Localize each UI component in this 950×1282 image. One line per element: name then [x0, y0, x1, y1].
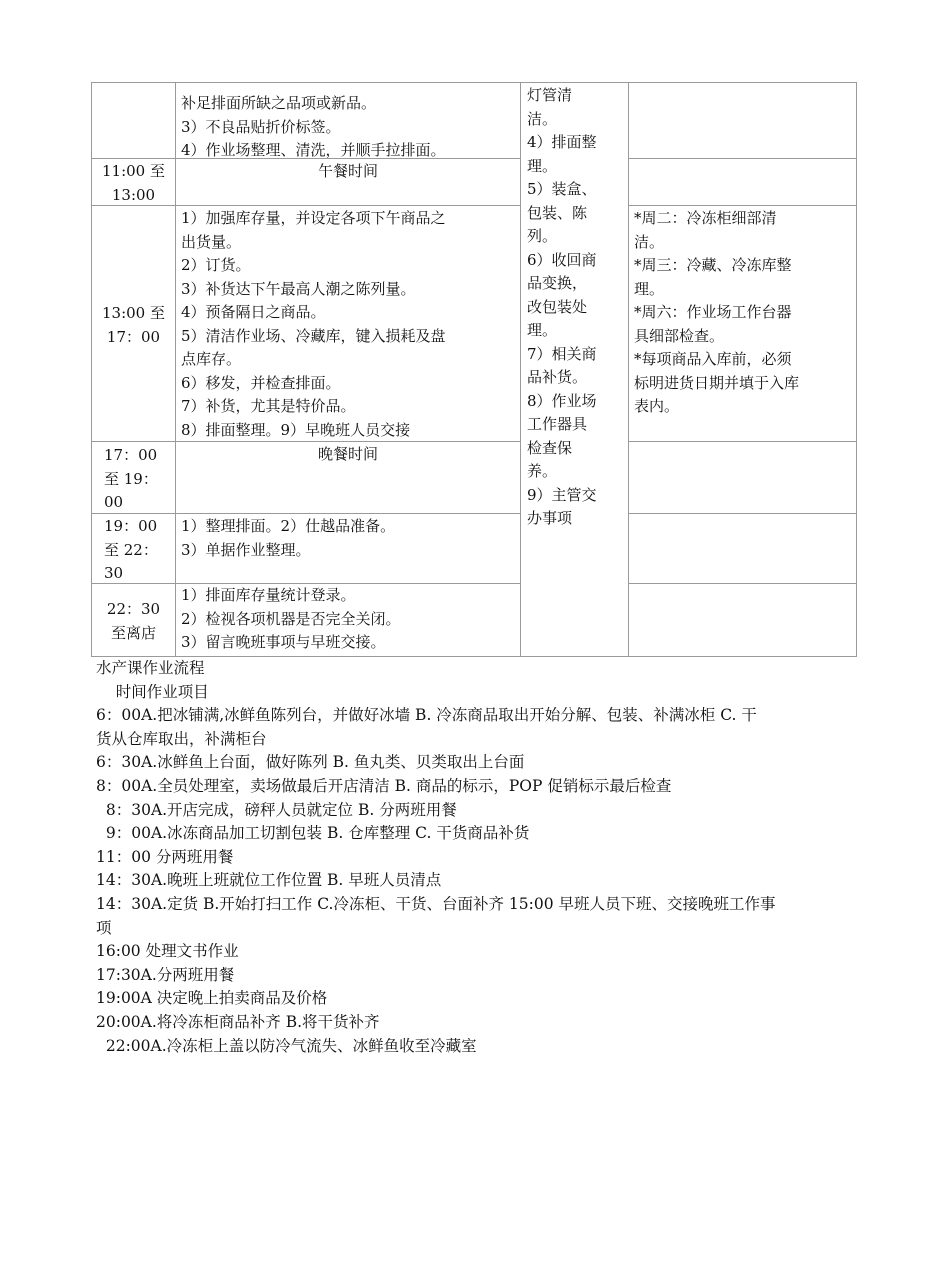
time-line: 13:00 至	[102, 304, 165, 322]
table-border	[628, 513, 857, 514]
item-line: 1）整理排面。2）仕越品准备。	[181, 517, 396, 535]
table-border	[91, 82, 857, 83]
item-line: 8）排面整理。9）早晚班人员交接	[181, 420, 411, 439]
item-line: 6）移发，并检查排面。	[181, 373, 341, 392]
time-line: 13:00	[111, 185, 156, 204]
items-cell	[181, 584, 517, 655]
time-line: 22：30	[106, 600, 161, 618]
item-line: 3）补货达下午最高人潮之陈列量。	[181, 279, 416, 298]
note-line: 具细部检查。	[634, 326, 725, 345]
table-border	[91, 158, 521, 159]
duty-line: 理。	[527, 156, 558, 175]
duty-line: 7）相关商	[527, 344, 597, 363]
note-line: *每项商品入库前，必须	[634, 350, 792, 368]
duty-line: 改包装处	[527, 297, 588, 316]
items-cell	[181, 207, 517, 441]
note-line: 洁。	[634, 232, 665, 251]
duty-line: 包装、陈	[527, 203, 588, 222]
workflow-line: 20:00A.将冷冻柜商品补齐 B.将干货补齐	[96, 1012, 380, 1031]
duty-line: 4）排面整	[527, 133, 597, 151]
time-line: 至离店	[110, 623, 156, 642]
duty-line: 办事项	[527, 509, 573, 527]
time-cell	[92, 160, 175, 205]
table-border	[91, 441, 521, 442]
time-line: 17：00	[104, 446, 158, 464]
item-line: 2）检视各项机器是否完全关闭。	[181, 609, 401, 628]
time-line: 19：00	[104, 517, 158, 535]
item-line: 1）加强库存量，并设定各项下午商品之	[181, 209, 446, 227]
time-line: 30	[104, 564, 124, 582]
time-cell	[104, 444, 174, 514]
time-line: 11:00 至	[102, 162, 165, 180]
item-line: 3）不良品贴折价标签。	[181, 117, 341, 136]
item-line: 补足排面所缺之品项或新品。	[181, 94, 377, 112]
table-border	[628, 441, 857, 442]
note-line: *周三：冷藏、冷冻库整	[634, 256, 792, 274]
time-line: 至 22：	[104, 540, 158, 559]
duty-line: 洁。	[527, 109, 558, 128]
aquatic-workflow-section	[96, 657, 866, 1058]
item-line: 2）订货。	[181, 256, 251, 274]
table-border	[856, 82, 857, 656]
items-cell	[176, 160, 520, 205]
time-line: 00	[104, 493, 124, 511]
table-border	[520, 82, 521, 656]
note-line: 理。	[634, 279, 665, 298]
item-line: 出货量。	[181, 232, 242, 251]
items-cell	[181, 92, 517, 158]
workflow-line: 6：30A.冰鲜鱼上台面，做好陈列 B. 鱼丸类、贝类取出上台面	[96, 753, 525, 772]
item-line: 点库存。	[181, 350, 242, 368]
workflow-line: 项	[96, 918, 112, 937]
workflow-line: 22:00A.冷冻柜上盖以防冷气流失、冰鲜鱼收至冷藏室	[96, 1036, 477, 1055]
item-line: 午餐时间	[317, 162, 378, 180]
item-line: 5）清洁作业场、冷藏库，键入损耗及盘	[181, 326, 446, 345]
item-line: 3）留言晚班事项与早班交接。	[181, 633, 386, 651]
duty-cell	[527, 84, 627, 554]
note-line: 标明进货日期并填于入库	[634, 373, 800, 392]
time-cell	[92, 598, 175, 648]
note-line: *周六：作业场工作台器	[634, 303, 792, 321]
note-line: *周二：冷冻柜细部清	[634, 209, 777, 227]
table-border	[628, 583, 857, 584]
workflow-line: 8：30A.开店完成，磅秤人员就定位 B. 分两班用餐	[96, 800, 457, 819]
section-subtitle: 时间作业项目	[96, 682, 209, 701]
item-line: 1）排面库存量统计登录。	[181, 586, 356, 604]
item-line: 晚餐时间	[317, 445, 378, 463]
item-line: 4）作业场整理、清洗，并顺手拉排面。	[181, 141, 446, 158]
items-cell	[176, 443, 520, 513]
time-cell	[92, 302, 175, 362]
duty-line: 工作器具	[527, 415, 588, 433]
section-title: 水产课作业流程	[96, 659, 205, 677]
duty-line: 灯管清	[527, 86, 573, 104]
duty-line: 理。	[527, 321, 558, 339]
items-cell	[181, 515, 517, 583]
duty-line: 检查保	[527, 438, 573, 457]
duty-line: 品补货。	[527, 368, 588, 386]
duty-line: 8）作业场	[527, 391, 597, 410]
duty-line: 列。	[527, 227, 558, 245]
duty-line: 养。	[527, 462, 558, 480]
workflow-line: 14：30A.晚班上班就位工作位置 B. 早班人员清点	[96, 871, 442, 890]
workflow-line: 8：00A.全员处理室，卖场做最后开店清洁 B. 商品的标示，POP 促销标示最后检查	[96, 776, 672, 795]
notes-cell	[634, 207, 854, 441]
note-line: 表内。	[634, 397, 680, 415]
workflow-line: 货从仓库取出，补满柜台	[96, 729, 267, 748]
item-line: 4）预备隔日之商品。	[181, 303, 326, 321]
table-border	[628, 82, 629, 656]
workflow-line: 17:30A.分两班用餐	[96, 965, 235, 984]
table-border	[91, 205, 521, 206]
workflow-line: 16:00 处理文书作业	[96, 942, 239, 961]
time-line: 至 19：	[104, 469, 158, 488]
item-line: 3）单据作业整理。	[181, 540, 311, 559]
duty-line: 6）收回商	[527, 250, 597, 269]
duty-line: 5）装盒、	[527, 180, 597, 198]
time-line: 17：00	[106, 327, 161, 346]
table-border	[628, 158, 857, 159]
table-border	[628, 205, 857, 206]
item-line: 7）补货，尤其是特价品。	[181, 397, 356, 415]
workflow-line: 14：30A.定货 B.开始打扫工作 C.冷冻柜、干货、台面补齐 15:00 早班人员下班、交接晚班工作事	[96, 894, 776, 913]
workflow-line: 19:00A 决定晚上拍卖商品及价格	[96, 989, 328, 1008]
duty-line: 9）主管交	[527, 485, 597, 504]
time-cell	[104, 515, 174, 583]
workflow-line: 11：00 分两班用餐	[96, 847, 234, 866]
workflow-line: 9：00A.冰冻商品加工切割包装 B. 仓库整理 C. 干货商品补货	[96, 824, 530, 843]
workflow-line: 6：00A.把冰铺满,冰鲜鱼陈列台，并做好冰墙 B. 冷冻商品取出开始分解、包装、补满冰柜 C. 干	[96, 706, 757, 725]
duty-line: 品变换，	[527, 274, 588, 292]
